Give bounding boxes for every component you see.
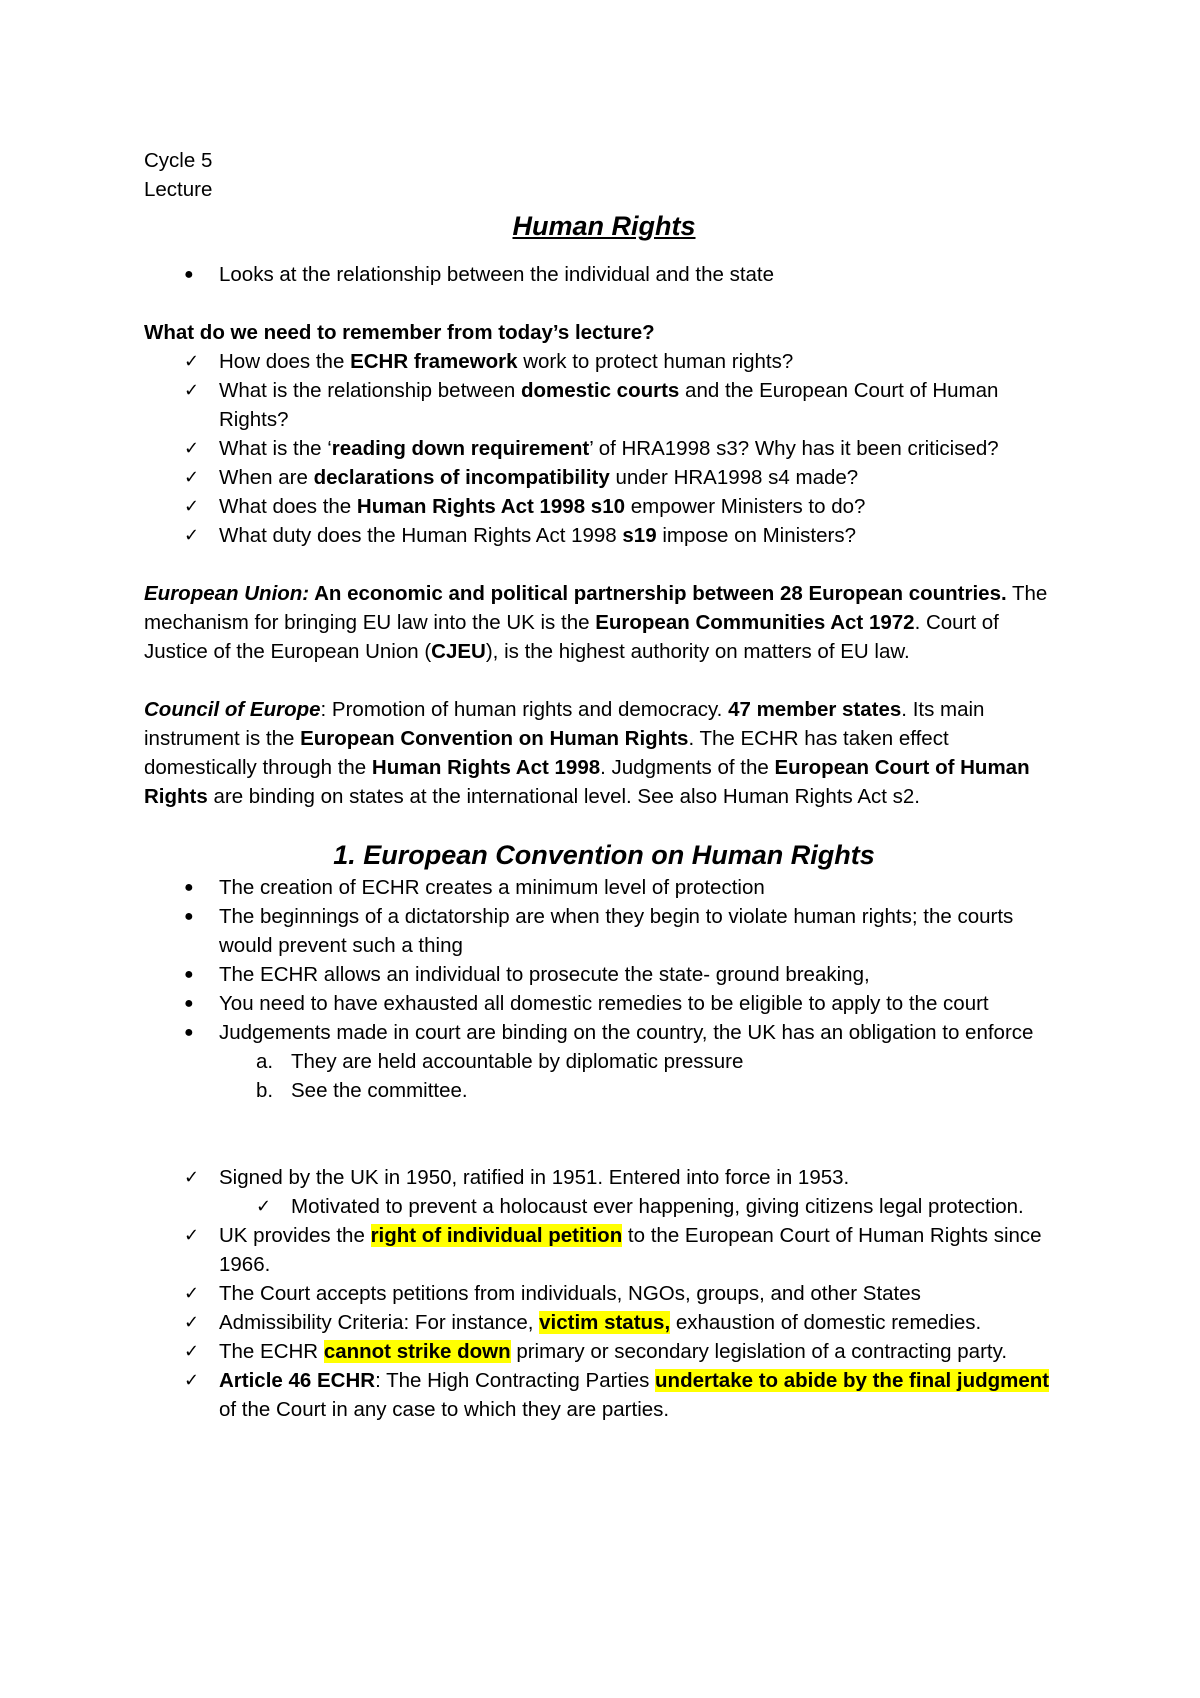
list-item: ✓ Motivated to prevent a holocaust ever happening, giving citizens legal protection.: [144, 1192, 1064, 1221]
bullet-icon: ●: [184, 879, 194, 896]
checkmark-icon: ✓: [184, 1167, 200, 1187]
remember-checklist: [144, 347, 1064, 550]
list-item: ● The ECHR allows an individual to prosecute the state- ground breaking,: [144, 960, 1064, 989]
section-sub-list: [144, 1047, 1064, 1105]
list-item: ● You need to have exhausted all domestic remedies to be eligible to apply to the court: [144, 989, 1064, 1018]
document-content: [144, 146, 1064, 1424]
bullet-icon: ●: [184, 966, 194, 983]
checkmark-icon: ✓: [184, 496, 200, 516]
list-item: ✓ What does the Human Rights Act 1998 s10 empower Ministers to do?: [144, 492, 1064, 521]
list-item: ✓ How does the ECHR framework work to protect human rights?: [144, 347, 1064, 376]
section-bullet-list: [144, 873, 1064, 1047]
eu-paragraph: European Union: An economic and political partnership between 28 European countries. The mechanism for bringing EU law into the UK is the European Communities Act 1972. Court of Justice of the European Union (CJEU), is the highest authority on matters of EU law.: [144, 582, 1048, 663]
list-item: ✓ What duty does the Human Rights Act 1998 s19 impose on Ministers?: [144, 521, 1064, 550]
list-item: ✓ UK provides the right of individual petition to the European Court of Human Rights since 1966.: [144, 1221, 1064, 1279]
intro-bullet-list: [144, 260, 1064, 289]
checkmark-icon: ✓: [256, 1196, 272, 1216]
list-item: ● Looks at the relationship between the individual and the state: [144, 260, 1064, 289]
checkmark-icon: ✓: [184, 1312, 200, 1332]
list-item: ✓ Admissibility Criteria: For instance, victim status, exhaustion of domestic remedies.: [144, 1308, 1064, 1337]
checkmark-icon: ✓: [184, 438, 200, 458]
list-item: ✓ Article 46 ECHR: The High Contracting Parties undertake to abide by the final judgment of the Court in any case to which they are parties.: [144, 1366, 1064, 1424]
highlighted-text: cannot strike down: [323, 1340, 511, 1363]
list-item: ✓ What is the ‘reading down requirement’ of HRA1998 s3? Why has it been criticised?: [144, 434, 1064, 463]
checkmark-icon: ✓: [184, 1283, 200, 1303]
list-item: ✓ When are declarations of incompatibility under HRA1998 s4 made?: [144, 463, 1064, 492]
list-item: a. They are held accountable by diplomatic pressure: [256, 1050, 744, 1073]
checkmark-icon: ✓: [184, 380, 200, 400]
checkmark-icon: ✓: [184, 351, 200, 371]
header-cycle: Cycle 5: [144, 149, 213, 172]
checkmark-icon: ✓: [184, 1370, 200, 1390]
checkmark-icon: ✓: [184, 525, 200, 545]
remember-heading: What do we need to remember from today’s lecture?: [144, 321, 655, 344]
section-checklist-cont: [144, 1221, 1064, 1424]
section-checklist: [144, 1163, 1064, 1192]
section-heading: 1. European Convention on Human Rights: [333, 840, 875, 870]
checkmark-icon: ✓: [184, 467, 200, 487]
list-item: ✓ Signed by the UK in 1950, ratified in 1951. Entered into force in 1953.: [144, 1163, 1064, 1192]
list-item: ✓ What is the relationship between domestic courts and the European Court of Human Rights?: [144, 376, 1064, 434]
bullet-icon: ●: [184, 266, 194, 283]
highlighted-text: right of individual petition: [370, 1224, 623, 1247]
highlighted-text: victim status,: [539, 1311, 671, 1334]
list-item: ✓ The ECHR cannot strike down primary or secondary legislation of a contracting party.: [144, 1337, 1064, 1366]
checkmark-icon: ✓: [184, 1341, 200, 1361]
list-item: ✓ The Court accepts petitions from individuals, NGOs, groups, and other States: [144, 1279, 1064, 1308]
section-checklist-sub: [144, 1192, 1064, 1221]
bullet-icon: ●: [184, 1024, 194, 1041]
checkmark-icon: ✓: [184, 1225, 200, 1245]
list-item: ● The beginnings of a dictatorship are when they begin to violate human rights; the courts would prevent such a thing: [144, 902, 1064, 960]
list-item: b. See the committee.: [256, 1079, 468, 1102]
header-lecture: Lecture: [144, 178, 213, 201]
page-title: Human Rights: [512, 211, 696, 241]
highlighted-text: undertake to abide by the final judgment: [655, 1369, 1050, 1392]
list-item: ● The creation of ECHR creates a minimum level of protection: [144, 873, 1064, 902]
bullet-icon: ●: [184, 995, 194, 1012]
list-item: ● Judgements made in court are binding on the country, the UK has an obligation to enforce: [144, 1018, 1064, 1047]
bullet-icon: ●: [184, 908, 194, 925]
coe-paragraph: Council of Europe: Promotion of human rights and democracy. 47 member states. Its main instrument is the European Convention on Human Rights. The ECHR has taken effect domestically through the Human Rights Act 1998. Judgments of the European Court of Human Rights are binding on states at the international level. See also Human Rights Act s2.: [144, 698, 1030, 808]
